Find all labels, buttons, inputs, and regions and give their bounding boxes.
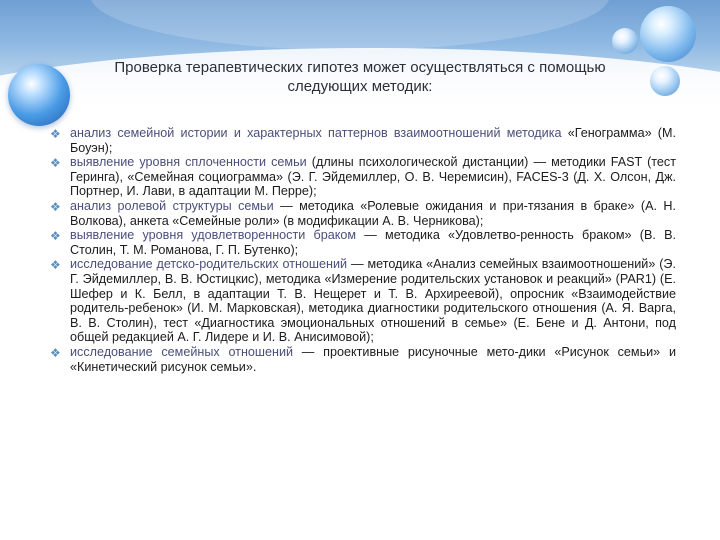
item-topic: выявление уровня сплоченности семьи [70,155,307,170]
item-topic: исследование семейных отношений [70,344,294,359]
item-topic: анализ семейной истории и характерных паттернов взаимоотношений методика [70,126,562,140]
decorative-orb-icon [8,64,70,126]
slide-title: Проверка терапевтических гипотез может осуществляться с помощью следующих методик: [114,59,606,95]
diamond-bullet-icon: ❖ [50,258,61,273]
item-text: «Генограмма» (М. Боуэн); [70,126,676,155]
item-text: — методика «Ролевые ожидания и при-тязания в браке» (А. Н. Волкова), анкета «Семейные роли» (в модификации А. В. Черникова); [70,198,676,228]
list-item [50,126,676,155]
list-item [50,199,676,228]
item-topic: исследование детско-родительских отношений [70,257,348,272]
diamond-bullet-icon: ❖ [50,156,61,171]
list-item [50,257,676,345]
diamond-bullet-icon: ❖ [50,127,61,141]
item-topic: анализ ролевой структуры семьи [70,198,274,213]
decorative-orb-icon [650,66,680,96]
list-item [50,228,676,257]
diamond-bullet-icon: ❖ [50,229,61,244]
methods-list [50,126,676,374]
diamond-bullet-icon: ❖ [50,199,61,214]
header-decoration [90,0,610,50]
item-text: — методика «Анализ семейных взаимоотношений» (Э. Г. Эйдемиллер, В. В. Юстицкис), методика «Измерение родительских установок и реакций» (PAR1) (Е. Шефер и К. Белл, в адаптации Т. В. Нещерет и Т. В. Архиреевой), опросник «Взаимодействие родитель-ребенок» (И. М. Марковская), методика диагностики родительского отношения (А. Я. Варга, В. В. Столин), тест «Диагностика эмоциональных отношений в семье» (Е. Бене и Д. Антони, под общей редакцией А. Г. Лидере и И. В. Анисимовой); [70,257,676,345]
decorative-orb-icon [612,28,638,54]
item-text: (длины психологической дистанции) — методики FAST (тест Геринга), «Семейная социограмма» (Э. Г. Эйдемиллер, О. В. Черемисин), FACES-3 (Д. Х. Олсон, Дж. Портнер, И. Лави, в адаптации М. Перре); [70,155,676,199]
item-text: — проективные рисуночные мето-дики «Рисунок семьи» и «Кинетический рисунок семьи». [70,344,676,374]
list-item [50,155,676,199]
list-item [50,345,676,374]
item-text: — методика «Удовлетво-ренность браком» (В. В. Столин, Т. М. Романова, Г. П. Бутенко); [70,228,676,257]
diamond-bullet-icon: ❖ [50,345,61,360]
decorative-orb-icon [640,6,696,62]
item-topic: выявление уровня удовлетворенности браком [70,228,357,243]
